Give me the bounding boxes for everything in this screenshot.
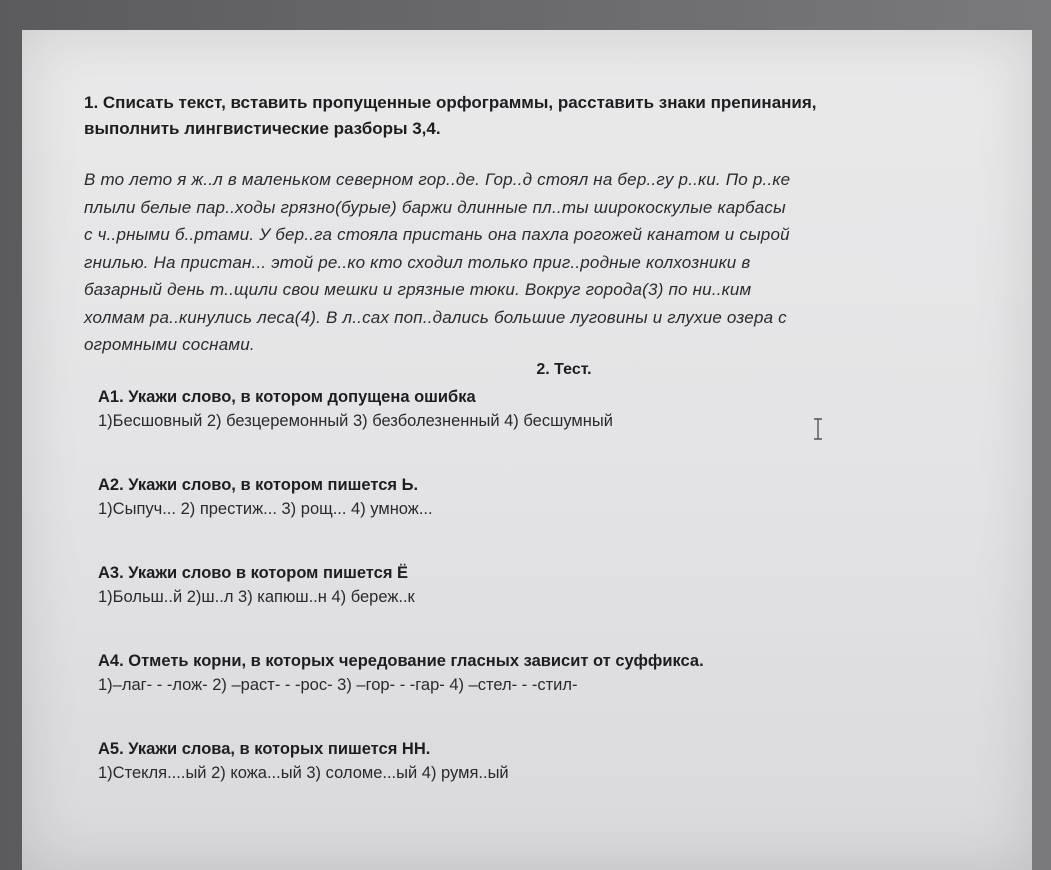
question-title: А2. Укажи слово, в котором пишется Ь. [98,475,419,494]
question-options: 1)–лаг- - -лож- 2) –раст- - -рос- 3) –гор- - -гар- 4) –стел- - -стил- [98,675,578,694]
document-content [84,90,964,785]
passage-line: с ч..рными б..ртами. У бер..га стояла пристань она пахла рогожей канатом и сырой [84,225,790,244]
passage-line: огромными соснами. [84,335,255,354]
passage-line: гнилью. На пристан... этой ре..ко кто сходил только приг..родные колхозники в [84,252,751,272]
passage-text [84,166,964,359]
test-heading: 2. Тест. [536,360,592,378]
question-title: А4. Отметь корни, в которых чередование гласных зависит от суффикса. [98,651,704,670]
question-title: А3. Укажи слово в котором пишется Ё [98,563,409,582]
question-a5 [98,737,964,785]
task1-title-line1: 1. Списать текст, вставить пропущенные орфограммы, расставить знаки препинания, [84,93,817,112]
question-title: А1. Укажи слово, в котором допущена ошибка [98,387,476,406]
passage-line: холмам ра..кинулись леса(4). В л..сах поп..дались большие луговины и глухие озера с [84,307,787,327]
question-options: 1)Бесшовный 2) безцеремонный 3) безболезненный 4) бесшумный [98,411,613,430]
task1-title-line2: выполнить лингвистические разборы 3,4. [84,119,441,138]
passage-line: плыли белые пар..ходы грязно(бурые) баржи длинные пл..ты широкоскулые карбасы [84,197,786,217]
question-a2 [98,473,964,521]
question-a4 [98,649,964,697]
document-page[interactable] [22,30,1032,870]
question-a1 [98,385,964,433]
passage-line: В то лето я ж..л в маленьком северном гор..де. Гор..д стоял на бер..гу р..ки. По р..ке [84,170,791,189]
question-options: 1)Стекля....ый 2) кожа...ый 3) соломе...ый 4) румя..ый [98,763,509,782]
question-options: 1)Больш..й 2)ш..л 3) капюш..н 4) береж..к [98,587,415,606]
question-options: 1)Сыпуч... 2) престиж... 3) рощ... 4) умнож... [98,499,433,518]
question-a3 [98,561,964,609]
question-title: А5. Укажи слова, в которых пишется НН. [98,739,431,758]
passage-line: базарный день т..щили свои мешки и грязные тюки. Вокруг города(3) по ни..ким [84,280,752,299]
text-cursor-icon [812,418,824,440]
